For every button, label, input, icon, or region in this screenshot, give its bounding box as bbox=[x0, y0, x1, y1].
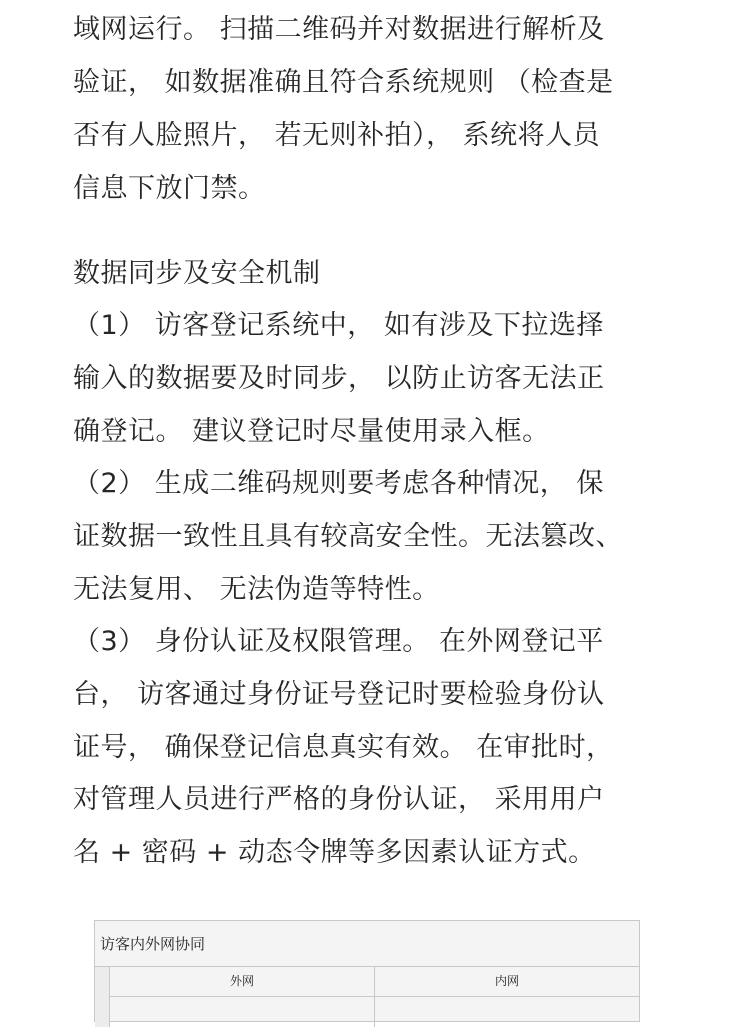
column-header-external bbox=[109, 967, 374, 1027]
text-line: 域网运行。 扫描二维码并对数据进行解析及 bbox=[73, 14, 605, 45]
text-line: （2） 生成二维码规则要考虑各种情况， 保 bbox=[73, 468, 604, 499]
column-label: 内网 bbox=[494, 974, 519, 988]
flow-diagram-figure bbox=[94, 920, 640, 1022]
section-heading: 数据同步及安全机制 bbox=[73, 258, 321, 289]
row-gutter bbox=[95, 967, 109, 1027]
text-line: 无法复用、 无法伪造等特性。 bbox=[73, 574, 440, 605]
figure-columns bbox=[95, 966, 639, 997]
text-line: 输入的数据要及时同步， 以防止访客无法正 bbox=[73, 363, 605, 394]
text-line: 证数据一致性且具有较高安全性。无法篡改、 bbox=[73, 521, 623, 552]
column-header-internal bbox=[374, 967, 639, 1027]
text-line: 对管理人员进行严格的身份认证， 采用用户 bbox=[73, 784, 605, 815]
figure-title: 访客内外网协同 bbox=[100, 935, 206, 953]
text-line: 验证， 如数据准确且符合系统规则 （检查是 bbox=[73, 67, 614, 98]
text-line: 信息下放门禁。 bbox=[73, 173, 266, 204]
text-line: （1） 访客登记系统中， 如有涉及下拉选择 bbox=[73, 310, 604, 341]
text-line: 证号， 确保登记信息真实有效。 在审批时， bbox=[73, 732, 614, 763]
text-line: 否有人脸照片， 若无则补拍）， 系统将人员 bbox=[73, 120, 601, 151]
text-line: 名 + 密码 + 动态令牌等多因素认证方式。 bbox=[73, 837, 596, 868]
text-line: 台， 访客通过身份证号登记时要检验身份认 bbox=[73, 679, 605, 710]
column-label: 外网 bbox=[229, 974, 254, 988]
text-line: （3） 身份认证及权限管理。 在外网登记平 bbox=[73, 626, 604, 657]
text-line: 确登记。 建议登记时尽量使用录入框。 bbox=[73, 416, 550, 447]
divider bbox=[109, 996, 639, 997]
